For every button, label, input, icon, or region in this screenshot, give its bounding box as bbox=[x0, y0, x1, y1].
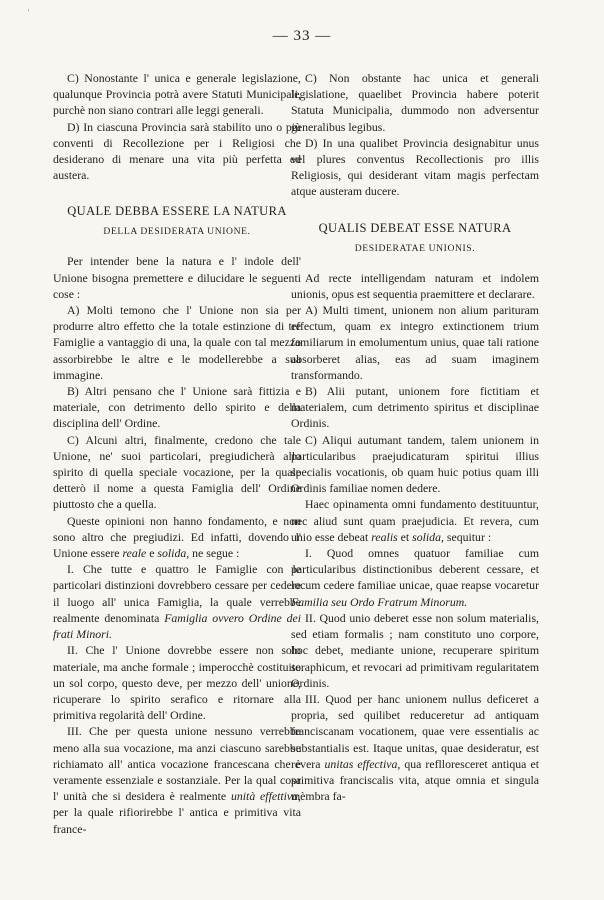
paragraph-point-three: III. Che per questa unione nessuno verrebbe meno alla sua vocazione, ma anzi ciascuno sarebbe richiamato all' antica vocazione francescana che è veramente essenziale e sostanziale. Per la qual cosa l' unità che si desidera è realmente unità effettiva, per la quale rifiorirebbe l' antica e primitiva vita france- bbox=[53, 724, 301, 836]
paragraph-d-recollection-convents: D) In una qualibet Provincia designabitur unus vel plures conventus Recollectionis pro illis Religiosis, qui desiderant vitam magis perfectam atque austeram ducere. bbox=[291, 135, 539, 199]
paragraph-intro: Ad recte intelligendam naturam et indolem unionis, opus est sequentia praemittere et declarare. bbox=[291, 270, 539, 301]
section-subheading: DELLA DESIDERATA UNIONE. bbox=[103, 226, 251, 238]
paragraph-point-one: I. Quod omnes quatuor familiae cum particularibus distinctionibus deberent cessare, et locum cedere familiae unicae, quae reapse vocaretur Familia seu Ordo Fratrum Minorum. bbox=[291, 546, 539, 609]
paragraph-point-two: II. Quod unio deberet esse non solum materialis, sed etiam formalis ; nam constituto uno corpore, hoc debet, mediante unione, recuperare spiritum seraphicum, et revocari ad primitivam regularitatem Ordinis. bbox=[291, 610, 539, 690]
paragraph-point-one: I. Che tutte e quattro le Famiglie con le particolari distinzioni dovrebbero cessare per cedere il luogo all' unica Famiglia, la quale verrebbe realmente denominata Famiglia ovvero Ordine dei frati Minori. bbox=[53, 562, 302, 642]
paragraph-c-vocation: C) Alcuni altri, finalmente, credono che tale Unione, ne' suoi particolari, pregiudicherà allo spirito di quella speciale vocazione, per la quale detterò il nome a questa Famiglia dell' Ordine piuttosto che a quella. bbox=[53, 432, 301, 512]
section-heading: QUALIS DEBEAT ESSE NATURA bbox=[318, 220, 512, 235]
paragraph-a-fear-extinction: A) Molti temono che l' Unione non sia per produrre altro effetto che la totale estinzione di tre Famiglie a vantaggio di una, la quale con tal mezzo assorbirebbe le altre e le modellerebbe a sua immagine. bbox=[53, 303, 301, 382]
section-subheading: DESIDERATAE UNIONIS. bbox=[354, 242, 476, 254]
paragraph-c-provincial-statutes: C) Nonostante l' unica e generale legislazione, qualunque Provincia potrà avere Statuti Municipali, purchè non siano contrari alle leggi generali. bbox=[53, 71, 301, 118]
paragraph-intro: Per intender bene la natura e l' indole dell' Unione bisogna premettere e dilucidare le seguenti cose : bbox=[53, 254, 301, 301]
paragraph-opinions: Queste opinioni non hanno fondamento, e non sono altro che pregiudizi. Ed infatti, dovendo l' Unione essere reale e solida, ne segue : bbox=[53, 513, 301, 561]
paragraph-d-recollection-convents: D) In ciascuna Provincia sarà stabilito uno o più conventi di Recollezione per i Religiosi che desiderano di menare una vita più perfetta ed austera. bbox=[53, 119, 301, 183]
paragraph-opinions: Haec opinamenta omni fundamento destituuntur, nec aliud sunt quam praejudicia. Et revera, cum unio esse debeat realis et solida, sequitur : bbox=[291, 497, 539, 544]
paragraph-c-vocation: C) Aliqui autumant tandem, talem unionem in particularibus praejudicaturam spiritui illius specialis vocationis, ob quam huic potius quam illi Ordinis familiae nomen dedere. bbox=[291, 432, 539, 496]
paragraph-a-fear-extinction: A) Multi timent, unionem non alium parituram effectum, quam ex integro extinctionem trium familiarum in emolumentum unius, quae tali ratione absorberet alias, eas ad suam imaginem transformando. bbox=[291, 303, 539, 382]
margin-mark: ' bbox=[28, 8, 30, 17]
latin-column bbox=[291, 70, 539, 804]
italian-column bbox=[53, 70, 301, 837]
paragraph-c-provincial-statutes: C) Non obstante hac unica et generali legislatione, quaelibet Provincia habere poterit Statuta Municipalia, dummodo non adversentur generalibus legibus. bbox=[291, 71, 539, 134]
paragraph-point-two: II. Che l' Unione dovrebbe essere non solo materiale, ma anche formale ; imperocchè costituito un sol corpo, questo deve, per mezzo dell' unione, ricuperare lo spirito serafico e ritornare alla primitiva regolarità dell' Ordine. bbox=[53, 643, 301, 723]
section-heading: QUALE DEBBA ESSERE LA NATURA bbox=[67, 204, 287, 219]
paragraph-point-three: III. Quod per hanc unionem nullus deficeret a propria, sed quilibet reduceretur ad antiquam franciscanam vocationem, quae vere essentialis ac substantialis est. Itaque unitas, quae desideratur, est revera unitas effectiva, qua reflloresceret antiqua et primitiva franciscalis vita, atque omnia et singula mèmbra fa- bbox=[291, 691, 539, 804]
paragraph-b-fictitious-union: B) Alii putant, unionem fore fictitiam et materialem, cum detrimento spiritus et disciplinae Ordinis. bbox=[291, 384, 539, 431]
paragraph-b-fictitious-union: B) Altri pensano che l' Unione sarà fittizia e materiale, con detrimento dello spirito e della disciplina dell' Ordine. bbox=[53, 384, 301, 431]
page-number: — 33 — bbox=[272, 28, 332, 44]
